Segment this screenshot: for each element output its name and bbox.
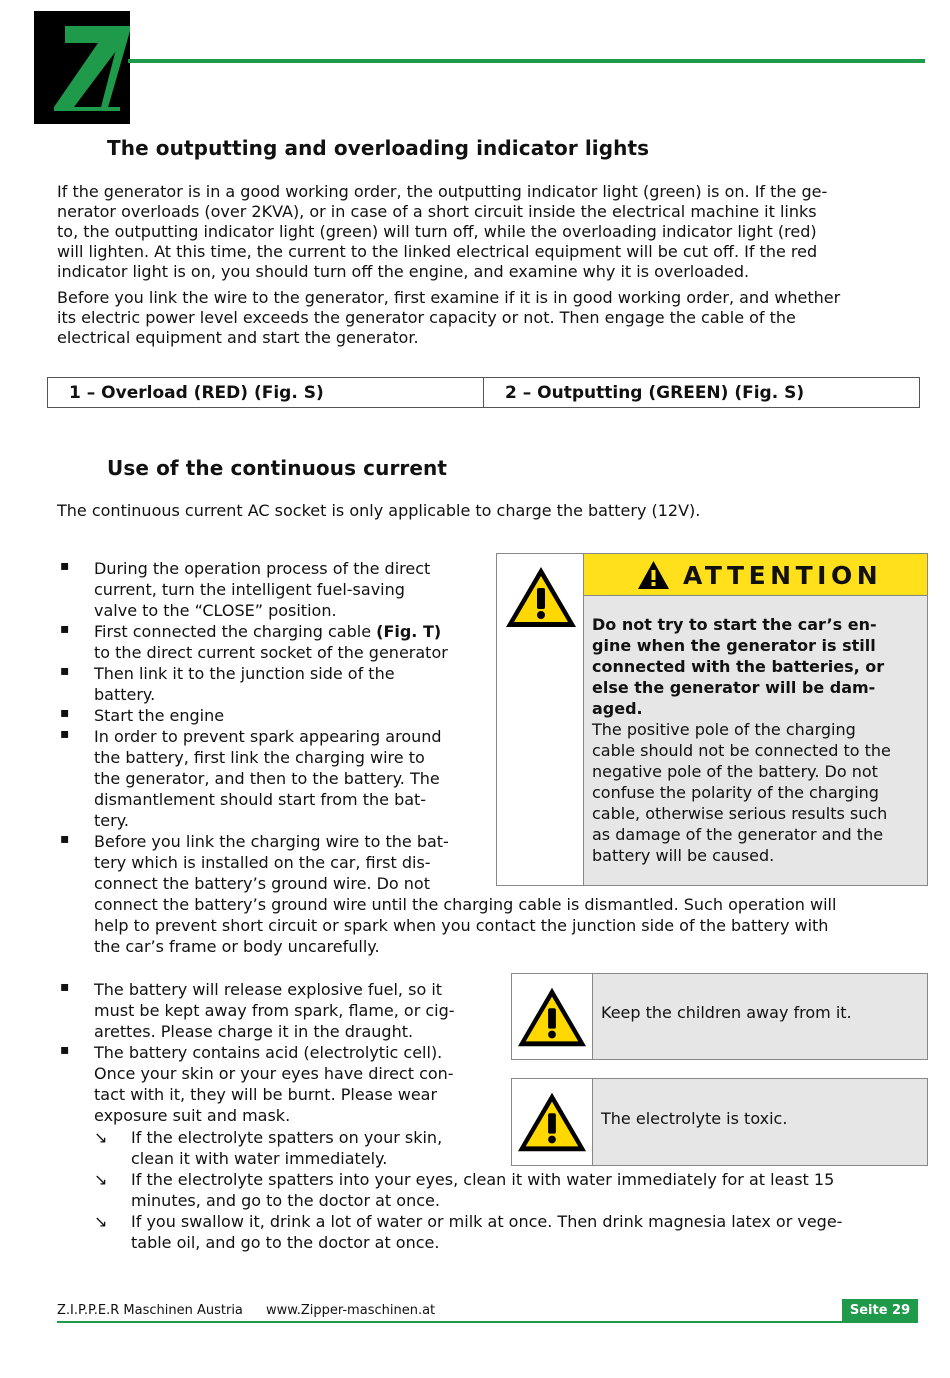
list-item: ▪ First connected the charging cable (Fig. T) to the direct current socket of the generator: [60, 621, 448, 662]
footer-company: Z.I.P.P.E.R Maschinen Austria: [57, 1303, 243, 1318]
attention-text: The positive pole of the charging cable should not be connected to the negative pole of the battery. Do not confuse the polarity of the charging cable, otherwise serious results such as damage of the generator and the battery will be caused.: [592, 720, 891, 865]
list-item: ▪ During the operation process of the direct current, turn the intelligent fuel-saving valve to the “CLOSE” position.: [60, 558, 431, 620]
footer-website[interactable]: www.Zipper-maschinen.at: [266, 1303, 436, 1318]
legend-overload: 1 – Overload (RED) (Fig. S): [48, 378, 484, 408]
attention-body: [584, 596, 927, 885]
list-item: ▪ The battery contains acid (electrolytic cell). Once your skin or your eyes have direct con- tact with it, they will be burnt. Please wear exposure suit and mask.: [60, 1042, 454, 1125]
list-item: ▪ The battery will release explosive fuel, so it must be kept away from spark, flame, or cig- arettes. Please charge it in the draught.: [60, 979, 455, 1041]
z-logo-icon: [34, 11, 130, 124]
section-title: Use of the continuous current: [107, 456, 448, 480]
attention-box: [496, 553, 928, 886]
warning-triangle-icon: [516, 1089, 588, 1155]
company-logo: [34, 11, 130, 124]
warning-icon-cell: [512, 1079, 593, 1165]
warning-body: [593, 974, 927, 1059]
list-item: ↘ If the electrolyte spatters on your skin, clean it with water immediately.: [94, 1128, 443, 1168]
list-item: ▪ Before you link the charging wire to the bat- tery which is installed on the car, first dis- connect the battery’s ground wire. Do not connect the battery’s ground wire until the charging cable is dismantled. Such operation will help to prevent short circuit or spark when you contact the junction side of the battery with the car’s frame or body uncarefully.: [60, 831, 837, 956]
footer-rule: [57, 1321, 918, 1323]
list-item: ↘ If you swallow it, drink a lot of water or milk at once. Then drink magnesia latex or vege- table oil, and go to the doctor at once.: [94, 1212, 843, 1252]
list-item: ▪ Start the engine: [60, 705, 225, 725]
warning-body: [593, 1079, 927, 1165]
attention-bold-text: Do not try to start the car’s en- gine when the generator is still connected with the batteries, or else the generator will be dam- aged.: [592, 615, 885, 718]
list-item: ▪ Then link it to the junction side of the battery.: [60, 663, 395, 704]
paragraph: If the generator is in a good working order, the outputting indicator light (green) is on. If the ge- nerator overloads (over 2KVA), or in case of a short circuit inside the electrical machine it links to, the outputting indicator light (green) will turn off, while the overloading indicator light (red) will lighten. At this time, the current to the linked electrical equipment will be cut off. If the red indicator light is on, you should turn off the engine, and examine why it is overloaded.: [57, 182, 828, 281]
page-number: Seite 29: [842, 1299, 918, 1322]
attention-icon-cell: [497, 554, 584, 885]
warning-triangle-icon: [637, 560, 670, 590]
header-rule: [128, 59, 925, 63]
paragraph: The continuous current AC socket is only applicable to charge the battery (12V).: [57, 501, 701, 520]
warning-text: The electrolyte is toxic.: [601, 1109, 788, 1128]
warning-text: Keep the children away from it.: [601, 1003, 852, 1022]
warning-icon-cell: [512, 974, 593, 1059]
attention-header: [584, 554, 927, 596]
list-item: ↘ If the electrolyte spatters into your eyes, clean it with water immediately for at least 15 minutes, and go to the doctor at once.: [94, 1170, 835, 1210]
list-item: ▪ In order to prevent spark appearing around the battery, first link the charging wire to the generator, and then to the battery. The dismantlement should start from the bat- tery.: [60, 726, 442, 830]
attention-heading: ATTENTION: [683, 561, 883, 590]
section-title: The outputting and overloading indicator lights: [107, 136, 650, 160]
warning-triangle-icon: [516, 984, 588, 1050]
legend-outputting: 2 – Outputting (GREEN) (Fig. S): [484, 378, 920, 408]
figure-legend-table: [47, 377, 920, 408]
paragraph: Before you link the wire to the generator, first examine if it is in good working order, and whether its electric power level exceeds the generator capacity or not. Then engage the cable of the electrical equipment and start the generator.: [57, 288, 841, 347]
warning-box-children: [511, 973, 928, 1060]
warning-box-toxic: [511, 1078, 928, 1166]
warning-triangle-icon: [504, 564, 578, 630]
